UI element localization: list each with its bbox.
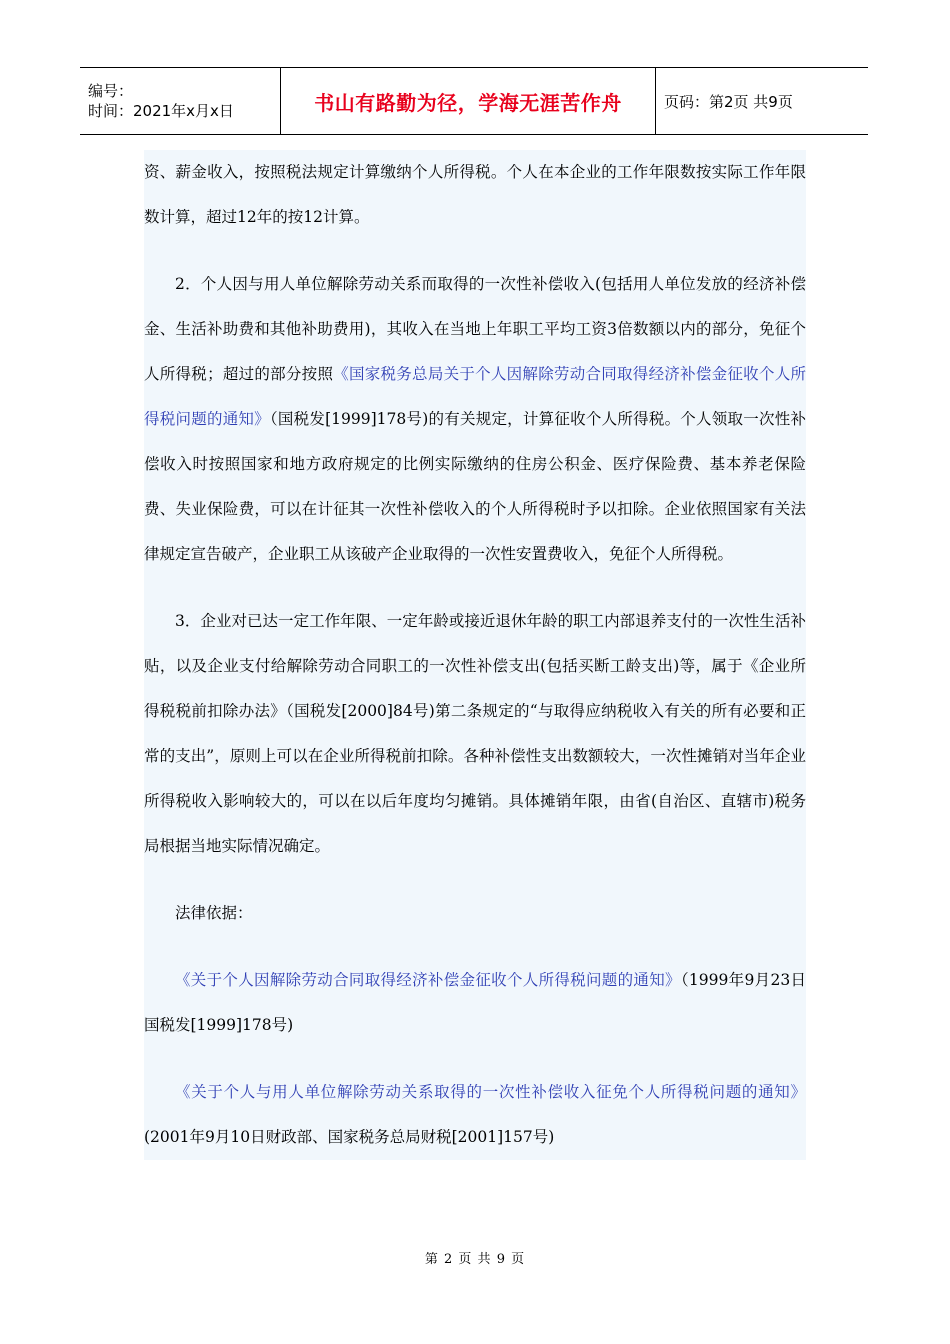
paragraph-2-text-b: （国税发[1999]178号)的有关规定，计算征收个人所得税。个人领取一次性补偿收入时按照国家和地方政府规定的比例实际缴纳的住房公积金、医疗保险费、基本养老保险费、失业保险费，可以在计征其一次性补偿收入的个人所得税时予以扣除。企业依照国家有关法律规定宣告破产，企业职工从该破产企业取得的一次性安置费收入，免征个人所得税。 <box>144 410 806 563</box>
paragraph-2 <box>144 262 806 577</box>
paragraph-2-text-a: 2．个人因与用人单位解除劳动关系而取得的一次性补偿收入(包括用人单位发放的经济补偿金、生活补助费和其他补助费用)，其收入在当地上年职工平均工资3倍数额以内的部分，免征个人所得税；超过的部分按照 <box>144 275 806 383</box>
page-header <box>80 67 868 135</box>
page-footer: 第 2 页 共 9 页 <box>424 1252 526 1267</box>
reference-2-tail: (2001年9月10日财政部、国家税务总局财税[2001]157号) <box>144 1128 555 1146</box>
paragraph-1: 资、薪金收入，按照税法规定计算缴纳个人所得税。个人在本企业的工作年限数按实际工作年限数计算，超过12年的按12计算。 <box>144 163 806 226</box>
reference-2-link[interactable]: 《关于个人与用人单位解除劳动关系取得的一次性补偿收入征免个人所得税问题的通知》 <box>175 1083 806 1101</box>
reference-1 <box>144 958 806 1048</box>
header-meta <box>80 68 280 134</box>
reference-2 <box>144 1070 806 1160</box>
notice-link-1999[interactable]: 《国家税务总局关于个人因解除劳动合同取得经济补偿金征收个人所得税问题的通知》 <box>144 365 806 428</box>
header-page-info: 页码：第2页 共9页 <box>664 92 793 111</box>
legal-basis-label: 法律依据： <box>175 904 253 922</box>
paragraph-3: 3．企业对已达一定工作年限、一定年龄或接近退休年龄的职工内部退养支付的一次性生活补贴，以及企业支付给解除劳动合同职工的一次性补偿支出(包括买断工龄支出)等，属于《企业所得税税前扣除办法》（国税发[2000]84号)第二条规定的“与取得应纳税收入有关的所有必要和正常的支出”，原则上可以在企业所得税前扣除。各种补偿性支出数额较大，一次性摊销对当年企业所得税收入影响较大的，可以在以后年度均匀摊销。具体摊销年限，由省(自治区、直辖市)税务局根据当地实际情况确定。 <box>144 612 806 855</box>
reference-1-tail: （1999年9月23日国税发[1999]178号) <box>144 971 806 1034</box>
header-motto: 书山有路勤为径，学海无涯苦作舟 <box>280 68 656 134</box>
document-body <box>144 150 806 1160</box>
date-label: 时间：2021年x月x日 <box>88 102 234 120</box>
reference-1-link[interactable]: 《关于个人因解除劳动合同取得经济补偿金征收个人所得税问题的通知》 <box>175 971 681 989</box>
serial-label: 编号： <box>88 82 134 100</box>
